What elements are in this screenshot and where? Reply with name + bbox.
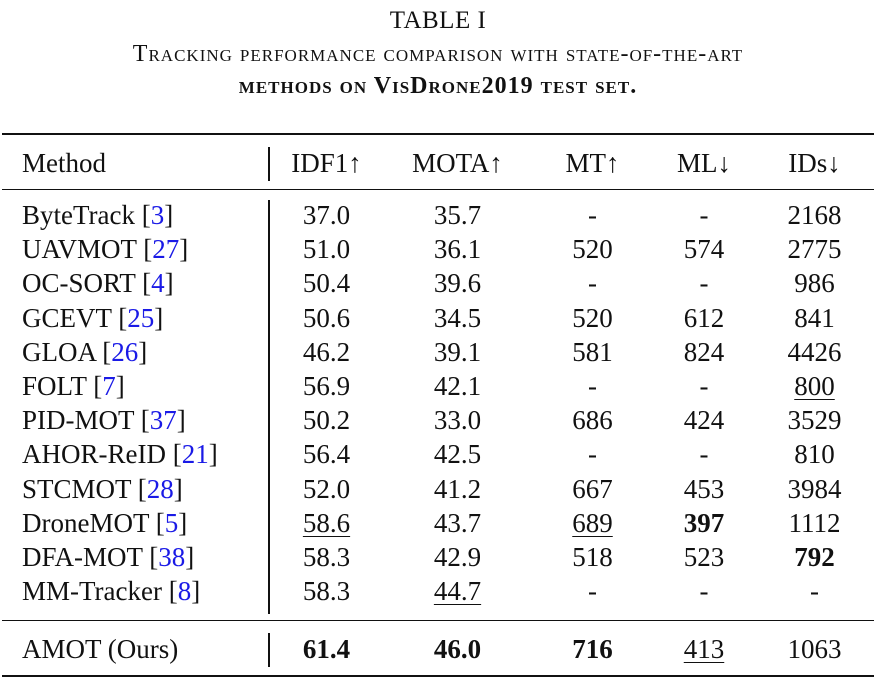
method-cell: MM-Tracker [8] xyxy=(22,576,201,607)
ml-cell: 424 xyxy=(683,405,725,436)
mota-cell xyxy=(385,574,530,608)
table-row xyxy=(0,198,876,232)
citation-link[interactable]: 38 xyxy=(158,542,186,573)
mota-cell: 42.1 xyxy=(433,371,482,402)
method-name: UAVMOT xyxy=(22,234,137,265)
citation-link[interactable]: 27 xyxy=(152,234,180,265)
method-name: ByteTrack xyxy=(22,200,135,230)
mt-cell: 518 xyxy=(572,542,613,573)
ids-cell: 841 xyxy=(794,302,835,333)
ids-cell xyxy=(753,540,876,574)
best-value: 716 xyxy=(572,634,613,664)
table-row xyxy=(0,301,876,335)
ids-cell: 810 xyxy=(794,439,835,470)
ml-cell: - xyxy=(699,371,709,402)
table-body xyxy=(0,198,876,608)
ml-cell: 574 xyxy=(683,234,725,265)
table-footer xyxy=(0,620,876,678)
method-name: GLOA xyxy=(22,336,96,367)
table-label: TABLE I xyxy=(389,7,487,34)
table-row xyxy=(0,437,876,471)
best-value: 61.4 xyxy=(302,634,351,664)
method-name: FOLT xyxy=(22,371,87,402)
mt-cell: 520 xyxy=(572,302,613,333)
mt-cell xyxy=(530,620,655,678)
mt-cell: 686 xyxy=(572,405,613,436)
idf1-cell: 37.0 xyxy=(302,200,351,230)
idf1-cell: 58.3 xyxy=(302,576,351,607)
header-row xyxy=(0,135,876,191)
best-value: 397 xyxy=(683,507,725,538)
ids-cell: 986 xyxy=(794,268,835,299)
best-value: 46.0 xyxy=(433,634,482,664)
ml-cell: 523 xyxy=(683,542,725,573)
mt-cell: - xyxy=(588,268,597,299)
method-name: OC-SORT xyxy=(22,268,136,299)
table-row xyxy=(0,232,876,266)
method-cell: AHOR-ReID [21] xyxy=(22,439,218,470)
citation-link[interactable]: 7 xyxy=(102,371,116,402)
mota-cell: 36.1 xyxy=(433,234,482,265)
table-row xyxy=(0,266,876,300)
col-ml: ML↓ xyxy=(677,148,731,178)
col-method: Method xyxy=(22,148,106,178)
ml-cell: - xyxy=(699,439,709,470)
mt-cell: 581 xyxy=(572,336,613,367)
citation-link[interactable]: 28 xyxy=(146,473,174,504)
citation-link[interactable]: 37 xyxy=(149,405,177,436)
table-row xyxy=(0,574,876,608)
method-cell: DFA-MOT [38] xyxy=(22,542,195,573)
best-value: 792 xyxy=(794,542,835,573)
method-name: GCEVT xyxy=(22,302,112,333)
mota-cell: 33.0 xyxy=(433,405,482,436)
citation-link[interactable]: 8 xyxy=(177,576,192,607)
mota-cell: 34.5 xyxy=(433,302,482,333)
table-row xyxy=(0,403,876,437)
method-cell: PID-MOT [37] xyxy=(22,405,186,436)
method-cell: STCMOT [28] xyxy=(22,473,183,504)
citation-link[interactable]: 26 xyxy=(111,336,139,367)
mt-cell: - xyxy=(588,576,597,607)
citation-link[interactable]: 21 xyxy=(181,439,209,470)
ids-cell xyxy=(753,369,876,403)
method-name: PID-MOT xyxy=(22,405,135,436)
second-best-value: 800 xyxy=(794,371,835,402)
col-mt: MT↑ xyxy=(565,148,620,178)
second-best-value: 413 xyxy=(683,634,725,664)
ids-cell: 4426 xyxy=(787,336,842,367)
table-row xyxy=(0,472,876,506)
citation-link[interactable]: 25 xyxy=(127,302,155,333)
ml-cell xyxy=(655,506,753,540)
mt-cell xyxy=(530,506,655,540)
method-cell: UAVMOT [27] xyxy=(22,234,189,265)
second-best-value: 689 xyxy=(572,507,613,538)
second-best-value: 58.6 xyxy=(302,507,351,538)
ml-cell: - xyxy=(699,576,709,607)
idf1-cell xyxy=(268,620,385,678)
idf1-cell: 58.3 xyxy=(302,542,351,573)
method-cell: ByteTrack [3] xyxy=(22,200,174,230)
table-caption-line-1: Tracking performance comparison with state-of-the-art xyxy=(132,41,744,67)
method-cell: GCEVT [25] xyxy=(22,302,164,333)
table-row xyxy=(0,506,876,540)
table-row xyxy=(0,540,876,574)
ids-cell: 1063 xyxy=(787,634,842,664)
idf1-cell: 50.6 xyxy=(302,302,351,333)
method-name: AHOR-ReID xyxy=(22,439,166,470)
mota-cell: 39.6 xyxy=(433,268,482,299)
method-name: STCMOT xyxy=(22,473,132,504)
mt-cell: - xyxy=(588,371,597,402)
mt-cell: - xyxy=(588,200,597,230)
ml-cell: - xyxy=(699,268,709,299)
table-row xyxy=(0,369,876,403)
table-header xyxy=(0,135,876,191)
citation-link[interactable]: 4 xyxy=(151,268,165,299)
method-name: DroneMOT xyxy=(22,507,149,538)
second-best-value: 44.7 xyxy=(433,576,482,607)
method-name: DFA-MOT xyxy=(22,542,143,573)
mt-cell: 520 xyxy=(572,234,613,265)
idf1-cell: 52.0 xyxy=(302,473,351,504)
mt-cell: - xyxy=(588,439,597,470)
ids-cell: 1112 xyxy=(788,507,841,538)
table-caption-line-2: methods on VisDrone2019 test set. xyxy=(238,73,638,99)
idf1-cell: 56.9 xyxy=(302,371,351,402)
method-cell: DroneMOT [5] xyxy=(22,507,188,538)
ids-cell: 3529 xyxy=(787,405,842,436)
ml-cell: 612 xyxy=(683,302,725,333)
table-row xyxy=(0,335,876,369)
ml-cell: 453 xyxy=(683,473,725,504)
ml-cell: 824 xyxy=(683,336,725,367)
method-cell: GLOA [26] xyxy=(22,336,148,367)
col-mota: MOTA↑ xyxy=(412,148,503,178)
citation-link[interactable]: 5 xyxy=(164,507,179,538)
method-cell: FOLT [7] xyxy=(22,371,125,402)
citation-link[interactable]: 3 xyxy=(150,200,165,230)
method-cell xyxy=(0,620,268,678)
ids-cell: 2168 xyxy=(787,200,842,230)
idf1-cell: 46.2 xyxy=(302,336,351,367)
ids-cell: 3984 xyxy=(787,473,842,504)
ids-cell: 2775 xyxy=(787,234,842,265)
idf1-cell xyxy=(268,506,385,540)
mota-cell xyxy=(385,620,530,678)
ours-row xyxy=(0,620,876,678)
col-idf1: IDF1↑ xyxy=(291,148,362,178)
idf1-cell: 56.4 xyxy=(302,439,351,470)
idf1-cell: 50.2 xyxy=(302,405,351,436)
ml-cell xyxy=(655,620,753,678)
method-name: MM-Tracker xyxy=(22,576,162,607)
mota-cell: 43.7 xyxy=(433,507,482,538)
mota-cell: 42.5 xyxy=(433,439,482,470)
method-cell: OC-SORT [4] xyxy=(22,268,174,299)
mota-cell: 35.7 xyxy=(433,200,482,230)
idf1-cell: 51.0 xyxy=(302,234,351,265)
mota-cell: 41.2 xyxy=(433,473,482,504)
mota-cell: 39.1 xyxy=(433,336,482,367)
idf1-cell: 50.4 xyxy=(302,268,351,299)
mota-cell: 42.9 xyxy=(433,542,482,573)
method-name: AMOT (Ours) xyxy=(22,634,179,664)
mt-cell: 667 xyxy=(572,473,613,504)
ml-cell: - xyxy=(699,200,709,230)
ids-cell: - xyxy=(810,576,819,607)
col-ids: IDs↓ xyxy=(788,148,841,178)
